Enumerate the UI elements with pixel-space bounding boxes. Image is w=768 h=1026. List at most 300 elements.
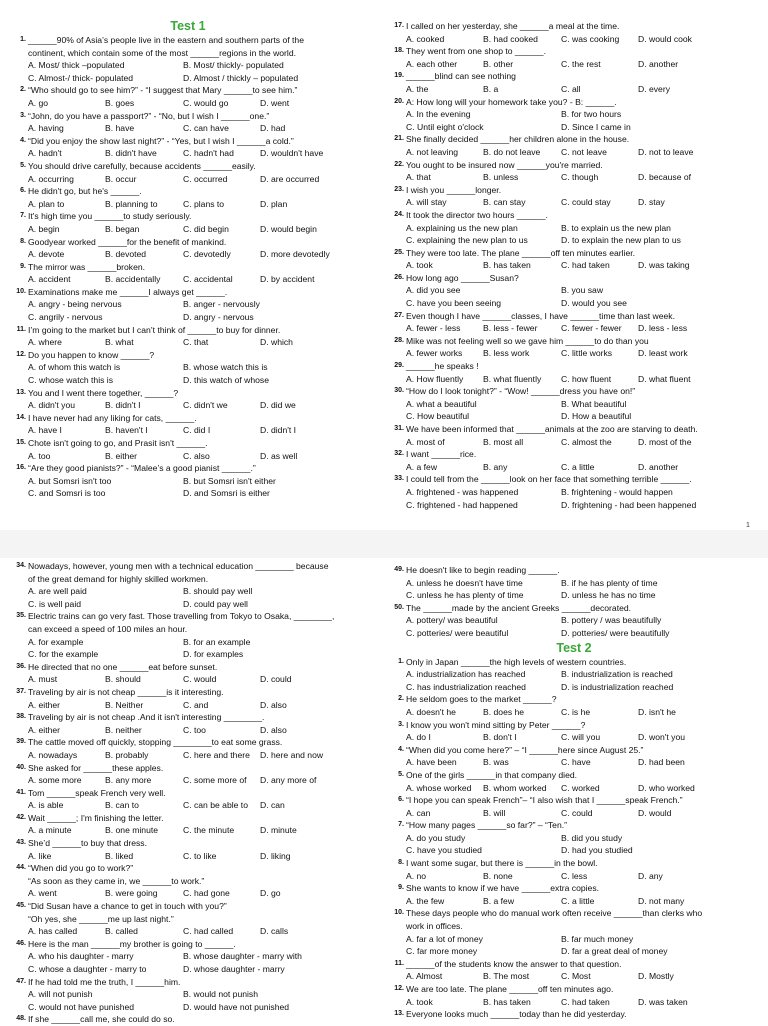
answer-choice[interactable]: A. plan to (28, 198, 65, 209)
answer-choice[interactable]: D. here and now (260, 749, 324, 760)
answer-choice[interactable]: A. took (406, 260, 433, 271)
answer-choice[interactable]: A. do you study (406, 832, 466, 843)
answer-choice[interactable]: D. because of (638, 172, 692, 183)
answer-choice[interactable]: A. have I (28, 425, 62, 436)
question-text-continued: continent, which contain some of the most ______regions in the world. (28, 47, 296, 58)
answer-choice[interactable]: D. Since I came in (561, 121, 631, 132)
answer-choice[interactable]: D. unless he has no time (561, 590, 656, 601)
answer-choice[interactable]: A. fewer works (406, 348, 463, 359)
answer-choice[interactable]: A. did you see (406, 285, 461, 296)
answer-choice[interactable]: D. wouldn't have (260, 148, 324, 159)
answer-choices (28, 774, 370, 787)
answer-choice[interactable]: D. plan (260, 198, 288, 209)
answer-choice[interactable]: C. Almost-/ thick- populated (28, 72, 134, 83)
answer-choice[interactable]: A. most of (406, 436, 445, 447)
answer-choice[interactable]: C. little works (561, 348, 613, 359)
answer-choice[interactable]: D. another (638, 461, 679, 472)
answer-choice[interactable]: B. has taken (483, 996, 531, 1007)
answer-choice[interactable]: C. also (183, 450, 210, 461)
answer-choice[interactable]: B. you saw (561, 285, 604, 296)
answer-choice[interactable]: C. a little (561, 461, 595, 472)
answer-choice[interactable]: B. can to (105, 800, 139, 811)
answer-choice[interactable]: B. devoted (105, 249, 147, 260)
answer-choice[interactable]: D. liking (260, 850, 291, 861)
answer-choice[interactable]: D. angry - nervous (183, 312, 254, 323)
question-number: 31. (394, 425, 404, 432)
answer-choice[interactable]: C. did I (183, 425, 211, 436)
answer-choice[interactable]: D. would begin (260, 223, 317, 234)
question (6, 610, 370, 660)
answer-choice[interactable]: A. will stay (406, 197, 447, 208)
question-text: The cattle moved off quickly, stopping ________to eat some grass. (28, 737, 283, 748)
question-text: How long ago ______Susan? (406, 272, 519, 283)
question-text: “When did you go to work?” (28, 863, 134, 874)
question-number: 33. (394, 475, 404, 483)
answer-choice[interactable]: B. industrialization is reached (561, 669, 673, 680)
answer-choice[interactable]: D. which (260, 337, 293, 348)
answer-choice[interactable]: A. that (406, 172, 431, 183)
answer-choice[interactable]: B. goes (105, 97, 135, 108)
answer-choice[interactable]: D. less - less (638, 323, 688, 334)
answer-choice[interactable]: A. How fluently (406, 373, 464, 384)
answer-choice[interactable]: A. each other (406, 58, 458, 69)
answer-choice[interactable]: C. had taken (561, 996, 610, 1007)
answer-choice[interactable]: A. went (28, 888, 57, 899)
answer-choice[interactable]: C. explaining the new plan to us (406, 235, 528, 246)
answer-choice[interactable]: A. hadn't (28, 148, 62, 159)
answer-choice[interactable]: B. for two hours (561, 109, 622, 120)
answer-choice[interactable]: A. the few (406, 895, 445, 906)
answer-choice[interactable]: B. less work (483, 348, 530, 359)
answer-choice[interactable]: C. would (183, 674, 217, 685)
question-text: Only in Japan ______the high levels of western countries. (406, 656, 627, 667)
answer-choice[interactable]: C. can have (183, 123, 229, 134)
test1-left-column (6, 18, 370, 500)
answer-choice[interactable]: C. would not have punished (28, 1001, 135, 1012)
answer-choice[interactable]: B. haven't I (105, 425, 148, 436)
answer-choice[interactable]: A. fewer - less (406, 323, 461, 334)
answer-choice[interactable]: C. not leave (561, 146, 607, 157)
question (384, 96, 764, 134)
question-text: The mirror was ______broken. (28, 261, 146, 272)
question-text: She finally decided ______her children alone in the house. (406, 134, 630, 145)
answer-choice[interactable]: C. frightened - had happened (406, 499, 518, 510)
answer-choice[interactable]: C. would go (183, 97, 229, 108)
answer-choice[interactable]: D. Almost / thickly – populated (183, 72, 299, 83)
answer-choice[interactable]: B. do not leave (483, 146, 541, 157)
answer-choice[interactable]: B. but Somsri isn't either (183, 475, 276, 486)
question-number: 24. (394, 210, 404, 218)
question-number: 3. (20, 111, 26, 119)
answer-choice[interactable]: C. all (561, 83, 581, 94)
answer-choice[interactable]: C. a little (561, 895, 595, 906)
question (384, 133, 764, 158)
answer-choice[interactable]: C. have you been seeing (406, 298, 502, 309)
answer-choice[interactable]: C. has industrialization reached (406, 681, 526, 692)
answer-choice[interactable]: C. worked (561, 782, 600, 793)
answer-choice[interactable]: B. will (483, 807, 506, 818)
answer-choices (406, 706, 764, 719)
question-number: 8. (398, 859, 404, 867)
question-text-continued: work in offices. (406, 921, 463, 932)
answer-choice[interactable]: D. every (638, 83, 670, 94)
answer-choice[interactable]: B. probably (105, 749, 149, 760)
answer-choice[interactable]: B. if he has plenty of time (561, 577, 658, 588)
answer-choice[interactable]: C. some more of (183, 775, 247, 786)
question (384, 719, 764, 744)
answer-choice[interactable]: A. having (28, 123, 64, 134)
answer-choice[interactable]: C. had called (183, 926, 234, 937)
answer-choice[interactable]: B. what fluently (483, 373, 542, 384)
answer-choice[interactable]: B. what (105, 337, 134, 348)
answer-choice[interactable]: C. have you studied (406, 845, 482, 856)
answer-choice[interactable]: C. for the example (28, 649, 99, 660)
answer-choice[interactable]: D. are occurred (260, 173, 320, 184)
answer-choice[interactable]: A. what a beautiful (406, 398, 477, 409)
answer-choice[interactable]: A. who his daughter - marry (28, 951, 134, 962)
answer-choice[interactable]: D. any more of (260, 775, 317, 786)
answer-choice[interactable]: C. didn't we (183, 400, 228, 411)
answer-choice[interactable]: C. though (561, 172, 599, 183)
answer-choice[interactable]: D. would have not punished (183, 1001, 290, 1012)
answer-choice[interactable]: C. occurred (183, 173, 228, 184)
question-number: 47. (16, 977, 26, 985)
answer-choice[interactable]: C. that (183, 337, 209, 348)
answer-choice[interactable]: A. nowadays (28, 749, 78, 760)
answer-choice[interactable]: B. most all (483, 436, 524, 447)
answer-choices (406, 436, 764, 449)
question-text: ______of the students know the answer to that question. (406, 958, 622, 969)
question (384, 70, 764, 95)
answer-choice[interactable]: D. this watch of whose (183, 375, 269, 386)
question-text: “When did you come here?” – “I ______here since August 25.” (406, 744, 644, 755)
answer-choice[interactable]: D. for examples (183, 649, 244, 660)
answer-choice[interactable]: C. will you (561, 732, 601, 743)
answer-choice[interactable]: A. a minute (28, 825, 72, 836)
answer-choice[interactable]: D. is industrialization reached (561, 681, 674, 692)
question-number: 5. (20, 161, 26, 169)
answer-choice[interactable]: B. liked (105, 850, 134, 861)
answer-choice[interactable]: A. of whom this watch is (28, 362, 121, 373)
answer-choice[interactable]: A. Almost (406, 971, 443, 982)
question-text: Examinations make me ______I always get ______. (28, 286, 228, 297)
answer-choice[interactable]: C. whose a daughter - marry to (28, 964, 147, 974)
question-number: 49. (394, 566, 404, 573)
answer-choices (406, 614, 764, 639)
answer-choice[interactable]: B. to explain us the new plan (561, 222, 671, 233)
answer-choice[interactable]: A. pottery/ was beautiful (406, 615, 498, 626)
answer-choice[interactable]: A. are well paid (28, 586, 87, 597)
answer-choice[interactable]: C. almost the (561, 436, 612, 447)
answer-choice[interactable]: A. industrialization has reached (406, 669, 526, 680)
answer-choice[interactable]: B. any (483, 461, 508, 472)
answer-choice[interactable]: A. but Somsri isn't too (28, 475, 112, 486)
answer-choice[interactable]: B. either (105, 450, 138, 461)
question (384, 184, 764, 209)
answer-choice[interactable]: D. any (638, 870, 663, 881)
answer-choice[interactable]: D. went (260, 97, 290, 108)
answer-choice[interactable]: C. too (183, 724, 206, 735)
answer-choice[interactable]: B. a (483, 83, 499, 94)
answer-choice[interactable]: D. far a great deal of money (561, 946, 668, 957)
answer-choice[interactable]: D. another (638, 58, 679, 69)
answer-choice[interactable]: D. who worked (638, 782, 695, 793)
answer-choice[interactable]: C. hadn't had (183, 148, 234, 159)
question-text: One of the girls ______in that company died. (406, 769, 578, 780)
answer-choice[interactable]: D. by accident (260, 274, 315, 285)
question-number: 10. (394, 909, 404, 917)
question (6, 1013, 370, 1026)
answer-choice[interactable]: A. has called (28, 926, 78, 937)
answer-choice[interactable]: B. a few (483, 895, 515, 906)
answer-choices (28, 749, 370, 762)
answer-choice[interactable]: D. can (260, 800, 285, 811)
answer-choice[interactable]: C. could stay (561, 197, 611, 208)
answer-choice[interactable]: D. had you studied (561, 845, 633, 856)
answer-choice[interactable]: C. had taken (561, 260, 610, 271)
answer-choice[interactable]: A. angry - being nervous (28, 299, 122, 310)
question-number: 32. (394, 450, 404, 458)
answer-choice[interactable]: D. would (638, 807, 672, 818)
answer-choice[interactable]: C. accidental (183, 274, 233, 285)
answer-choice[interactable]: C. had gone (183, 888, 230, 899)
question (6, 286, 370, 324)
answer-choice[interactable]: C. plans to (183, 198, 225, 209)
answer-choice[interactable]: B. whose daughter - marry with (183, 951, 302, 962)
answer-choice[interactable]: C. did begin (183, 223, 229, 234)
answer-choice[interactable]: A. occurring (28, 173, 74, 184)
answer-choice[interactable]: C. was cooking (561, 33, 620, 44)
answer-choice[interactable]: C. whose watch this is (28, 375, 114, 386)
answer-choice[interactable]: D. go (260, 888, 281, 899)
answer-choice[interactable]: C. Until eight o'clock (406, 121, 484, 132)
answer-choice[interactable]: C. how fluent (561, 373, 612, 384)
answer-choice[interactable]: D. whose daughter - marry (183, 964, 285, 974)
answer-choice[interactable]: B. had cooked (483, 33, 538, 44)
answer-choice[interactable]: C. less (561, 870, 588, 881)
answer-choice[interactable]: B. was (483, 757, 509, 768)
answer-choice[interactable]: A. will not punish (28, 989, 93, 1000)
answer-choice[interactable]: D. as well (260, 450, 298, 461)
answer-choice[interactable]: D. least work (638, 348, 688, 359)
answer-choice[interactable]: D. more devotedly (260, 249, 330, 260)
answer-choice[interactable]: C. to like (183, 850, 217, 861)
question-number: 39. (16, 738, 26, 746)
answer-choice[interactable]: A. either (28, 699, 61, 710)
answer-choice[interactable]: B. didn't have (105, 148, 157, 159)
answer-choices (406, 347, 764, 360)
answer-choice[interactable]: D. How a beautiful (561, 411, 632, 422)
answer-choice[interactable]: B. frightening - would happen (561, 486, 673, 497)
answer-choice[interactable]: A. for example (28, 636, 84, 647)
answer-choice[interactable]: B. accidentally (105, 274, 161, 285)
answer-choice[interactable]: D. was taking (638, 260, 690, 271)
answer-choice[interactable]: C. How beautiful (406, 411, 470, 422)
answer-choice[interactable]: A. do I (406, 732, 431, 743)
answer-choice[interactable]: B. any more (105, 775, 152, 786)
question-text: ______blind can see nothing (406, 71, 516, 82)
answer-choice[interactable]: A. accident (28, 274, 71, 285)
answer-choice[interactable]: C. far more money (406, 946, 478, 957)
answer-choice[interactable]: C. the rest (561, 58, 601, 69)
answer-choice[interactable]: C. can be able to (183, 800, 248, 811)
answer-choice[interactable]: C. unless he has plenty of time (406, 590, 524, 601)
answer-choice[interactable]: D. would you see (561, 298, 627, 309)
answer-choice[interactable]: B. pottery / was beautifully (561, 615, 662, 626)
answer-choice[interactable]: C. could (561, 807, 593, 818)
answer-choice[interactable]: B. called (105, 926, 138, 937)
answer-choice[interactable]: A. unless he doesn't have time (406, 577, 523, 588)
answer-choice[interactable]: A. a few (406, 461, 438, 472)
answer-choice[interactable]: D. would cook (638, 33, 692, 44)
answer-choice[interactable]: B. can stay (483, 197, 526, 208)
answer-choice[interactable]: B. one minute (105, 825, 159, 836)
question (384, 385, 764, 423)
answer-choice[interactable]: D. most of the (638, 436, 692, 447)
answer-choice[interactable]: B. did you study (561, 832, 623, 843)
answer-choice[interactable]: C. angrily - nervous (28, 312, 103, 323)
answer-choice[interactable]: A. go (28, 97, 49, 108)
question-text: ______he speaks ! (406, 361, 479, 372)
answer-choice[interactable]: A. some more (28, 775, 82, 786)
answer-choice[interactable]: B. does he (483, 706, 525, 717)
answer-choice[interactable]: B. should (105, 674, 141, 685)
answer-choice[interactable]: A. far a lot of money (406, 933, 483, 944)
question (6, 349, 370, 387)
question-text: “How many pages ______so far?” – “Ten.” (406, 820, 567, 831)
answer-choice[interactable]: D. did we (260, 400, 296, 411)
answer-choice[interactable]: D. also (260, 724, 287, 735)
answer-choice[interactable]: C. is well paid (28, 598, 82, 609)
answer-choice[interactable]: C. potteries/ were beautiful (406, 627, 509, 638)
answer-choices (28, 273, 370, 286)
answer-choice[interactable]: D. not to leave (638, 146, 694, 157)
answer-choice[interactable]: D. stay (638, 197, 665, 208)
answer-choice[interactable]: D. potteries/ were beautifully (561, 627, 670, 638)
answer-choice[interactable]: D. had been (638, 757, 685, 768)
answer-choice[interactable]: B. for an example (183, 636, 251, 647)
answer-choice[interactable]: D. calls (260, 926, 289, 937)
answer-choice[interactable]: B. didn't I (105, 400, 141, 411)
answer-choice[interactable]: A. have been (406, 757, 457, 768)
answer-choice[interactable]: B. neither (105, 724, 142, 735)
answer-choice[interactable]: A. like (28, 850, 52, 861)
answer-choice[interactable]: B. whose watch this is (183, 362, 268, 373)
answer-choice[interactable]: A. In the evening (406, 109, 471, 120)
answer-choice[interactable]: A. too (28, 450, 51, 461)
answer-choice[interactable]: D. had (260, 123, 286, 134)
answer-choice[interactable]: B. has taken (483, 260, 531, 271)
answer-choice[interactable]: B. The most (483, 971, 530, 982)
answer-choice[interactable]: B. far much money (561, 933, 634, 944)
question-number: 30. (394, 387, 404, 395)
answer-choice[interactable]: B. have (105, 123, 135, 134)
answer-choice[interactable]: D. what fluent (638, 373, 691, 384)
answer-choice[interactable]: B. don't I (483, 732, 517, 743)
answer-choice[interactable]: A. whose worked (406, 782, 472, 793)
answer-choice[interactable]: B. Neither (105, 699, 144, 710)
question-number: 8. (20, 237, 26, 245)
answer-choice[interactable]: D. didn't I (260, 425, 297, 436)
answer-choice[interactable]: D. also (260, 699, 287, 710)
answer-choice[interactable]: B. unless (483, 172, 519, 183)
answer-choice[interactable]: C. Most (561, 971, 591, 982)
answer-choice[interactable]: A. devote (28, 249, 65, 260)
question-number: 17. (394, 22, 404, 29)
answer-choice[interactable]: A. explaining us the new plan (406, 222, 518, 233)
answer-choices (406, 83, 764, 96)
page-number: 1 (746, 522, 750, 529)
answer-choice[interactable]: D. to explain the new plan to us (561, 235, 681, 246)
answer-choice[interactable]: D. could pay well (183, 598, 248, 609)
answer-choice[interactable]: C. and Somsri is too (28, 488, 106, 499)
answer-choice[interactable]: D. and Somsri is either (183, 488, 270, 499)
answer-choice[interactable]: C. the minute (183, 825, 235, 836)
answer-choice[interactable]: A. can (406, 807, 431, 818)
answer-choices (28, 988, 370, 1013)
answer-choice[interactable]: B. Most/ thickly- populated (183, 60, 284, 71)
answer-choice[interactable]: A. frightened - was happened (406, 486, 519, 497)
answer-choice[interactable]: A. where (28, 337, 62, 348)
answer-choice[interactable]: D. Mostly (638, 971, 674, 982)
answer-choice[interactable]: B. other (483, 58, 514, 69)
answer-choice[interactable]: B. none (483, 870, 513, 881)
answer-choice[interactable]: C. have (561, 757, 591, 768)
answer-choice[interactable]: C. is he (561, 706, 591, 717)
answer-choice[interactable]: B. whom worked (483, 782, 547, 793)
answer-choice[interactable]: A. cooked (406, 33, 445, 44)
answer-choice[interactable]: C. fewer - fewer (561, 323, 622, 334)
answer-choices (28, 724, 370, 737)
answer-choice[interactable]: A. is able (28, 800, 64, 811)
answer-choice[interactable]: A. Most/ thick –populated (28, 60, 125, 71)
answer-choice[interactable]: B. What beautiful (561, 398, 627, 409)
answer-choice[interactable]: A. didn't you (28, 400, 76, 411)
answer-choice[interactable]: D. won't you (638, 732, 686, 743)
answer-choice[interactable]: B. should pay well (183, 586, 253, 597)
answer-choice[interactable]: A. not leaving (406, 146, 459, 157)
answer-choice[interactable]: B. began (105, 223, 140, 234)
answer-choice[interactable]: A. took (406, 996, 433, 1007)
question-number: 12. (16, 350, 26, 358)
answer-choice[interactable]: B. anger - nervously (183, 299, 260, 310)
answer-choice[interactable]: D. isn't he (638, 706, 676, 717)
answer-choice[interactable]: B. planning to (105, 198, 158, 209)
answer-choice[interactable]: B. occur (105, 173, 137, 184)
answer-choice[interactable]: C. and (183, 699, 209, 710)
answer-choice[interactable]: A. no (406, 870, 427, 881)
answer-choice[interactable]: C. here and there (183, 749, 250, 760)
answer-choice[interactable]: C. devotedly (183, 249, 231, 260)
question (6, 412, 370, 437)
answer-choice[interactable]: B. less - fewer (483, 323, 538, 334)
answer-choice[interactable]: D. minute (260, 825, 297, 836)
answer-choice[interactable]: A. doesn't he (406, 706, 456, 717)
answer-choice[interactable]: A. begin (28, 223, 60, 234)
question-text: A: How long will your homework take you? - B: ______. (406, 96, 617, 107)
answer-choice[interactable]: D. frightening - had been happened (561, 499, 697, 510)
answer-choice[interactable]: D. was taken (638, 996, 688, 1007)
answer-choices (406, 895, 764, 908)
answer-choice[interactable]: B. were going (105, 888, 158, 899)
answer-choice[interactable]: B. would not punish (183, 989, 259, 1000)
answer-choice[interactable]: D. could (260, 674, 292, 685)
question-number: 40. (16, 763, 26, 771)
answer-choice[interactable]: A. must (28, 674, 58, 685)
answer-choice[interactable]: A. either (28, 724, 61, 735)
answer-choice[interactable]: D. not many (638, 895, 685, 906)
answer-choice[interactable]: A. the (406, 83, 429, 94)
